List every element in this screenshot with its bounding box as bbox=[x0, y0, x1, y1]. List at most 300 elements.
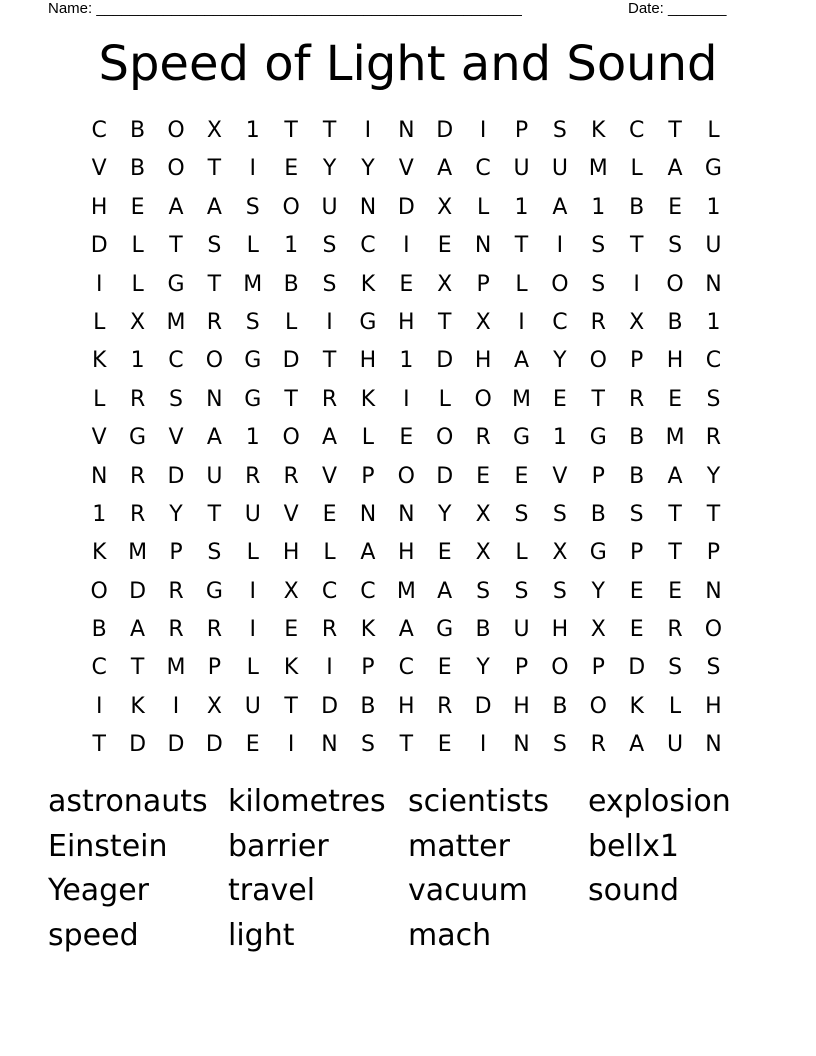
grid-letter: A bbox=[667, 463, 683, 489]
grid-letter: P bbox=[630, 540, 644, 566]
grid-letter: G bbox=[589, 540, 607, 566]
grid-letter: Y bbox=[553, 348, 567, 374]
word-list-item: mach bbox=[408, 918, 492, 954]
grid-letter: C bbox=[705, 348, 722, 374]
grid-letter: L bbox=[246, 540, 259, 566]
grid-letter: A bbox=[629, 732, 645, 758]
grid-letter: R bbox=[168, 617, 184, 643]
grid-letter: D bbox=[436, 463, 454, 489]
grid-letter: L bbox=[93, 386, 106, 412]
grid-letter: V bbox=[398, 156, 414, 182]
grid-letter: R bbox=[283, 463, 299, 489]
grid-letter: C bbox=[91, 118, 107, 143]
grid-letter: L bbox=[707, 118, 720, 143]
grid-letter: I bbox=[364, 118, 372, 143]
grid-letter: K bbox=[91, 540, 107, 566]
grid-letter: D bbox=[436, 348, 454, 374]
grid-letter: T bbox=[591, 386, 605, 412]
grid-letter: R bbox=[206, 617, 223, 643]
grid-letter: E bbox=[284, 156, 299, 182]
grid-letter: L bbox=[361, 425, 375, 451]
grid-letter: A bbox=[513, 348, 530, 374]
grid-letter: R bbox=[129, 501, 146, 527]
grid-letter: R bbox=[129, 386, 146, 412]
grid-letter: V bbox=[91, 156, 107, 182]
grid-letter: T bbox=[322, 348, 337, 374]
grid-letter: I bbox=[479, 118, 487, 143]
grid-letter: I bbox=[287, 732, 295, 758]
grid-letter: P bbox=[514, 118, 529, 143]
grid-letter: T bbox=[706, 501, 721, 527]
grid-letter: K bbox=[360, 386, 376, 412]
grid-letter: X bbox=[206, 693, 222, 719]
date-field-label: Date: _______ bbox=[628, 0, 727, 17]
grid-letter: X bbox=[629, 309, 645, 335]
grid-letter: B bbox=[91, 617, 107, 643]
grid-letter: E bbox=[399, 271, 414, 297]
grid-letter: D bbox=[321, 693, 339, 719]
grid-letter: U bbox=[244, 693, 261, 719]
grid-letter: D bbox=[282, 348, 300, 374]
grid-letter: P bbox=[514, 655, 529, 681]
grid-letter: O bbox=[90, 578, 108, 604]
grid-letter: Y bbox=[437, 501, 452, 527]
grid-letter: U bbox=[705, 233, 722, 259]
grid-letter: M bbox=[243, 271, 263, 297]
grid-letter: I bbox=[518, 309, 525, 335]
grid-letter: S bbox=[476, 578, 491, 604]
grid-letter: N bbox=[321, 732, 338, 758]
grid-row bbox=[80, 649, 734, 687]
grid-letter: N bbox=[705, 271, 722, 297]
grid-letter: H bbox=[513, 693, 530, 719]
word-list-item: sound bbox=[588, 873, 680, 909]
grid-letter: X bbox=[437, 271, 453, 297]
grid-letter: I bbox=[403, 233, 410, 259]
grid-letter: C bbox=[360, 578, 376, 604]
grid-letter: D bbox=[205, 732, 223, 758]
grid-letter: Y bbox=[591, 578, 605, 604]
grid-letter: T bbox=[207, 271, 222, 297]
grid-letter: R bbox=[129, 463, 146, 489]
grid-letter: S bbox=[668, 233, 683, 259]
grid-letter: C bbox=[552, 309, 568, 335]
grid-letter: R bbox=[590, 309, 606, 335]
grid-letter: X bbox=[283, 578, 299, 604]
grid-letter: O bbox=[282, 194, 300, 220]
grid-letter: T bbox=[284, 386, 298, 412]
grid-letter: X bbox=[475, 309, 491, 335]
grid-letter: C bbox=[398, 655, 414, 681]
grid-letter: N bbox=[513, 732, 530, 758]
grid-letter: S bbox=[207, 233, 222, 259]
grid-letter: T bbox=[668, 540, 682, 566]
word-list-item: travel bbox=[228, 873, 316, 909]
grid-letter: T bbox=[514, 233, 529, 259]
grid-letter: V bbox=[322, 463, 338, 489]
grid-letter: N bbox=[474, 233, 492, 259]
grid-letter: R bbox=[206, 309, 223, 335]
grid-letter: E bbox=[552, 386, 567, 412]
grid-letter: N bbox=[398, 501, 415, 527]
grid-letter: Y bbox=[476, 655, 490, 681]
grid-letter: K bbox=[360, 271, 376, 297]
grid-letter: H bbox=[551, 617, 569, 643]
grid-letter: D bbox=[129, 578, 147, 604]
grid-letter: I bbox=[326, 309, 333, 335]
grid-letter: A bbox=[206, 425, 222, 451]
grid-letter: G bbox=[704, 156, 722, 182]
grid-letter: G bbox=[359, 309, 377, 335]
grid-letter: A bbox=[360, 540, 376, 566]
grid-letter: T bbox=[668, 118, 682, 143]
grid-letter: C bbox=[475, 156, 491, 182]
grid-letter: T bbox=[207, 156, 222, 182]
grid-letter: E bbox=[322, 501, 337, 527]
grid-letter: X bbox=[437, 194, 453, 220]
grid-letter: S bbox=[629, 501, 644, 527]
grid-letter: L bbox=[630, 156, 643, 182]
grid-letter: H bbox=[282, 540, 300, 566]
grid-letter: X bbox=[475, 501, 491, 527]
grid-letter: N bbox=[705, 578, 722, 604]
header bbox=[48, 0, 748, 20]
grid-letter: M bbox=[128, 540, 148, 566]
grid-letter: H bbox=[398, 309, 415, 335]
grid-letter: 1 bbox=[591, 194, 606, 220]
grid-letter: I bbox=[95, 693, 103, 719]
grid-letter: R bbox=[321, 386, 338, 412]
grid-letter: T bbox=[322, 118, 337, 143]
grid-letter: G bbox=[129, 425, 147, 451]
grid-letter: M bbox=[396, 578, 416, 604]
grid-letter: X bbox=[552, 540, 568, 566]
grid-letter: P bbox=[169, 540, 183, 566]
grid-letter: S bbox=[168, 386, 183, 412]
grid-letter: P bbox=[706, 540, 721, 566]
grid-letter: G bbox=[244, 386, 262, 412]
grid-letter: P bbox=[207, 655, 221, 681]
grid-letter: G bbox=[436, 617, 454, 643]
grid-letter: R bbox=[168, 578, 184, 604]
grid-letter: R bbox=[590, 732, 606, 758]
grid-letter: E bbox=[437, 540, 452, 566]
grid-letter: H bbox=[398, 693, 415, 719]
grid-letter: L bbox=[131, 271, 144, 297]
grid-letter: S bbox=[706, 386, 721, 412]
grid-letter: 1 bbox=[706, 309, 721, 335]
grid-letter: K bbox=[91, 348, 107, 374]
grid-letter: Y bbox=[706, 463, 721, 489]
grid-row bbox=[80, 496, 734, 534]
grid-letter: B bbox=[590, 501, 606, 527]
grid-letter: S bbox=[591, 233, 606, 259]
grid-letter: B bbox=[629, 463, 645, 489]
grid-letter: C bbox=[91, 655, 107, 681]
word-list-item: kilometres bbox=[228, 784, 386, 819]
grid-letter: L bbox=[131, 233, 144, 259]
grid-letter: R bbox=[245, 463, 261, 489]
grid-letter: B bbox=[130, 118, 146, 143]
word-list-item: speed bbox=[48, 918, 139, 954]
grid-letter: P bbox=[591, 463, 605, 489]
grid-letter: 1 bbox=[706, 194, 721, 220]
grid-letter: E bbox=[130, 194, 145, 220]
grid-letter: B bbox=[629, 194, 645, 220]
grid-letter: T bbox=[92, 732, 106, 758]
grid-letter: N bbox=[398, 118, 415, 143]
grid-letter: N bbox=[705, 732, 722, 758]
grid-letter: S bbox=[322, 271, 337, 297]
grid-letter: V bbox=[283, 501, 299, 527]
grid-letter: H bbox=[90, 194, 108, 220]
grid-letter: E bbox=[437, 233, 452, 259]
grid-row bbox=[80, 688, 734, 726]
grid-letter: A bbox=[322, 425, 338, 451]
grid-letter: H bbox=[666, 348, 684, 374]
grid-letter: L bbox=[668, 693, 682, 719]
grid-letter: I bbox=[326, 655, 333, 681]
grid-letter: S bbox=[552, 118, 567, 143]
grid-letter: S bbox=[591, 271, 606, 297]
grid-letter: O bbox=[704, 617, 723, 643]
grid-letter: D bbox=[436, 118, 454, 143]
grid-row bbox=[80, 573, 734, 611]
word-list-item: light bbox=[228, 918, 295, 954]
grid-row bbox=[80, 112, 734, 150]
word-list-item: astronauts bbox=[48, 784, 208, 819]
grid-letter: E bbox=[284, 617, 299, 643]
grid-letter: C bbox=[321, 578, 338, 604]
grid-letter: O bbox=[589, 348, 607, 374]
grid-letter: E bbox=[668, 578, 682, 604]
grid-letter: E bbox=[668, 194, 682, 220]
grid-letter: G bbox=[244, 348, 262, 374]
grid-letter: T bbox=[629, 233, 644, 259]
grid-letter: G bbox=[205, 578, 223, 604]
grid-letter: L bbox=[93, 309, 106, 335]
grid-letter: D bbox=[90, 233, 108, 259]
grid-letter: T bbox=[437, 309, 452, 335]
grid-letter: O bbox=[167, 118, 185, 143]
grid-letter: B bbox=[667, 309, 683, 335]
word-list-item: matter bbox=[408, 828, 510, 864]
grid-letter: K bbox=[130, 693, 145, 719]
grid-letter: O bbox=[474, 386, 492, 412]
grid-letter: S bbox=[706, 655, 721, 681]
word-list-item: barrier bbox=[228, 828, 329, 864]
word-list-item: scientists bbox=[408, 784, 550, 819]
grid-row bbox=[80, 266, 734, 304]
grid-letter: Y bbox=[322, 156, 337, 182]
grid-letter: B bbox=[475, 617, 491, 643]
grid-letter: S bbox=[245, 194, 260, 220]
grid-letter: S bbox=[552, 732, 567, 758]
grid-letter: 1 bbox=[284, 233, 299, 259]
grid-letter: A bbox=[667, 156, 683, 182]
grid-letter: A bbox=[552, 194, 568, 220]
grid-row bbox=[80, 150, 734, 188]
grid-letter: I bbox=[633, 271, 640, 297]
grid-letter: S bbox=[668, 655, 683, 681]
grid-letter: H bbox=[705, 693, 722, 719]
grid-letter: E bbox=[629, 578, 644, 604]
grid-letter: T bbox=[169, 233, 183, 259]
grid-letter: R bbox=[667, 617, 683, 643]
grid-letter: S bbox=[322, 233, 337, 259]
grid-letter: D bbox=[129, 732, 147, 758]
grid-row bbox=[80, 304, 734, 342]
grid-letter: R bbox=[629, 386, 645, 412]
grid-letter: E bbox=[629, 617, 644, 643]
grid-letter: 1 bbox=[245, 118, 260, 143]
grid-letter: Y bbox=[361, 156, 375, 182]
grid-letter: L bbox=[246, 655, 259, 681]
grid-letter: U bbox=[206, 463, 223, 489]
grid-letter: U bbox=[551, 156, 568, 182]
grid-letter: I bbox=[479, 732, 487, 758]
grid-letter: T bbox=[668, 501, 682, 527]
grid-row bbox=[80, 726, 734, 764]
grid-letter: O bbox=[436, 425, 454, 451]
grid-letter: O bbox=[397, 463, 415, 489]
grid-letter: E bbox=[245, 732, 260, 758]
grid-letter: L bbox=[438, 386, 451, 412]
grid-letter: V bbox=[168, 425, 184, 451]
grid-letter: N bbox=[90, 463, 108, 489]
grid-letter: S bbox=[552, 501, 567, 527]
grid-letter: 1 bbox=[245, 425, 260, 451]
grid-letter: T bbox=[284, 693, 298, 719]
word-list-item: Einstein bbox=[48, 828, 168, 864]
grid-letter: I bbox=[556, 233, 564, 259]
grid-letter: X bbox=[590, 617, 606, 643]
grid-letter: G bbox=[167, 271, 185, 297]
grid-letter: V bbox=[552, 463, 568, 489]
grid-letter: L bbox=[515, 540, 528, 566]
grid-letter: I bbox=[249, 578, 256, 604]
grid-letter: N bbox=[206, 386, 223, 412]
grid-letter: L bbox=[323, 540, 336, 566]
grid-letter: U bbox=[513, 617, 530, 643]
grid-row bbox=[80, 189, 734, 227]
grid-letter: X bbox=[206, 118, 222, 143]
grid-letter: O bbox=[589, 693, 607, 719]
grid-row bbox=[80, 342, 734, 380]
grid-letter: D bbox=[167, 463, 185, 489]
word-list bbox=[48, 780, 768, 959]
grid-letter: M bbox=[588, 156, 608, 182]
grid-letter: X bbox=[475, 540, 491, 566]
grid-letter: A bbox=[168, 194, 184, 220]
grid-letter: E bbox=[476, 463, 491, 489]
word-search-grid bbox=[80, 112, 734, 765]
grid-letter: B bbox=[130, 156, 146, 182]
grid-letter: G bbox=[589, 425, 607, 451]
grid-letter: L bbox=[515, 271, 528, 297]
grid-letter: H bbox=[398, 540, 415, 566]
grid-letter: H bbox=[359, 348, 377, 374]
grid-letter: O bbox=[205, 348, 224, 374]
grid-letter: A bbox=[437, 156, 453, 182]
grid-letter: S bbox=[552, 578, 567, 604]
grid-letter: U bbox=[321, 194, 338, 220]
grid-letter: P bbox=[476, 271, 490, 297]
word-list-item: vacuum bbox=[408, 873, 528, 909]
grid-letter: P bbox=[630, 348, 644, 374]
page-title: Speed of Light and Sound bbox=[98, 36, 718, 92]
grid-letter: S bbox=[245, 309, 260, 335]
grid-letter: Y bbox=[169, 501, 183, 527]
grid-letter: E bbox=[514, 463, 529, 489]
grid-letter: O bbox=[551, 271, 569, 297]
grid-letter: E bbox=[668, 386, 682, 412]
grid-letter: A bbox=[206, 194, 222, 220]
grid-letter: L bbox=[476, 194, 490, 220]
grid-letter: D bbox=[628, 655, 646, 681]
grid-letter: T bbox=[207, 501, 222, 527]
grid-letter: I bbox=[249, 617, 256, 643]
grid-row bbox=[80, 534, 734, 572]
grid-letter: M bbox=[512, 386, 531, 412]
grid-letter: A bbox=[398, 617, 414, 643]
grid-row bbox=[80, 381, 734, 419]
grid-letter: N bbox=[359, 194, 377, 220]
grid-letter: A bbox=[437, 578, 453, 604]
grid-letter: B bbox=[629, 425, 645, 451]
grid-letter: E bbox=[437, 732, 452, 758]
grid-letter: S bbox=[360, 732, 375, 758]
grid-letter: I bbox=[95, 271, 103, 297]
grid-letter: N bbox=[359, 501, 377, 527]
grid-letter: T bbox=[130, 655, 145, 681]
grid-letter: S bbox=[514, 501, 529, 527]
grid-letter: 1 bbox=[399, 348, 414, 374]
grid-letter: C bbox=[168, 348, 184, 374]
grid-letter: L bbox=[246, 233, 259, 259]
grid-letter: K bbox=[360, 617, 376, 643]
grid-letter: C bbox=[628, 118, 645, 143]
grid-letter: V bbox=[91, 425, 107, 451]
grid-row bbox=[80, 458, 734, 496]
grid-letter: S bbox=[514, 578, 529, 604]
grid-letter: R bbox=[705, 425, 722, 451]
grid-letter: U bbox=[513, 156, 530, 182]
grid-letter: L bbox=[285, 309, 298, 335]
grid-letter: I bbox=[403, 386, 410, 412]
grid-letter: P bbox=[361, 655, 375, 681]
grid-letter: D bbox=[397, 194, 415, 220]
grid-letter: I bbox=[249, 156, 256, 182]
grid-letter: M bbox=[166, 655, 186, 681]
grid-letter: E bbox=[399, 425, 414, 451]
grid-letter: 1 bbox=[552, 425, 567, 451]
grid-row bbox=[80, 611, 734, 649]
grid-letter: R bbox=[437, 693, 453, 719]
grid-letter: B bbox=[360, 693, 376, 719]
grid-letter: T bbox=[399, 732, 414, 758]
grid-letter: G bbox=[512, 425, 531, 451]
grid-letter: U bbox=[244, 501, 261, 527]
grid-letter: B bbox=[552, 693, 568, 719]
name-field-label: Name: ___________________________________________________ bbox=[48, 0, 522, 17]
grid-letter: M bbox=[665, 425, 685, 451]
grid-letter: C bbox=[360, 233, 376, 259]
grid-letter: R bbox=[321, 617, 338, 643]
grid-letter: K bbox=[283, 655, 299, 681]
word-list-item: Yeager bbox=[48, 873, 150, 909]
grid-letter: E bbox=[437, 655, 452, 681]
